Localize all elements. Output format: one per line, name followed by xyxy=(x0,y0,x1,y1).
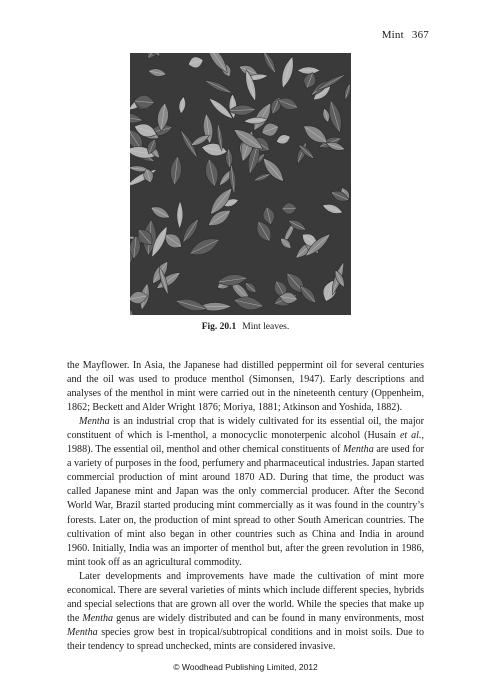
text-run: species grow best in tropical/subtropical conditions and in moist soils. Due to their tendency to spread unchecked, mints are considered invasive. xyxy=(67,626,424,652)
body-paragraph xyxy=(67,415,424,570)
figure-caption-text: Mint leaves. xyxy=(242,322,290,332)
body-paragraph xyxy=(67,570,424,654)
text-run: are used for a variety of purposes in the food, perfumery and pharmaceutical industries. Japan started commercial production of mint around 1870 AD. During that time, the product was called Japanese mint and Japan was the only commercial producer. After the Second World War, Brazil started producing mint commercially as it was found in the country’s forests. Later on, the production of mint spread to other South American countries. The cultivation of mint also began in other countries such as China and India in around 1960. Initially, India was an importer of menthol but, after the green revolution in 1986, mint took off as an agricultural commodity. xyxy=(67,444,424,568)
text-run: is an industrial crop that is widely cultivated for its essential oil, the major constituent of which is l-menthol, a monocyclic monoterpenic alcohol (Husain xyxy=(67,416,424,442)
figure-caption xyxy=(0,322,491,332)
italic-run: et al. xyxy=(399,430,422,442)
text-run: genus are widely distributed and can be found in many environments, most xyxy=(113,612,424,624)
running-head xyxy=(382,29,429,41)
text-run: , 1988). The essential oil, menthol and other chemical constituents of xyxy=(67,430,424,456)
running-title: Mint xyxy=(381,29,404,41)
italic-run: Mentha xyxy=(67,626,98,638)
mint-leaves-image xyxy=(130,53,351,315)
text-run: the Mayflower. In Asia, the Japanese had distilled peppermint oil for several centuries and the oil was used to produce menthol (Simonsen, 1947). Early descriptions and analyses of the menthol in mint were carried out in the nineteenth century (Oppenheim, 1862; Beckett and Alder Wright 1876; Moriya, 1881; Atkinson and Yoshida, 1882). xyxy=(67,360,424,414)
body-paragraph xyxy=(67,359,424,415)
italic-run: Mentha xyxy=(79,416,110,428)
text-run: Later developments and improvements have made the cultivation of mint more economical. There are several varieties of mints which include different species, hybrids and special selections that are grown all over the world. While the species that make up the xyxy=(67,570,424,624)
page-number: 367 xyxy=(411,29,429,41)
body-text xyxy=(67,359,424,654)
italic-run: Mentha xyxy=(82,612,114,624)
figure-label: Fig. 20.1 xyxy=(201,322,237,332)
copyright-footer: © Woodhead Publishing Limited, 2012 xyxy=(173,662,318,672)
mint-leaves-photo xyxy=(130,53,351,315)
italic-run: Mentha xyxy=(343,444,374,456)
